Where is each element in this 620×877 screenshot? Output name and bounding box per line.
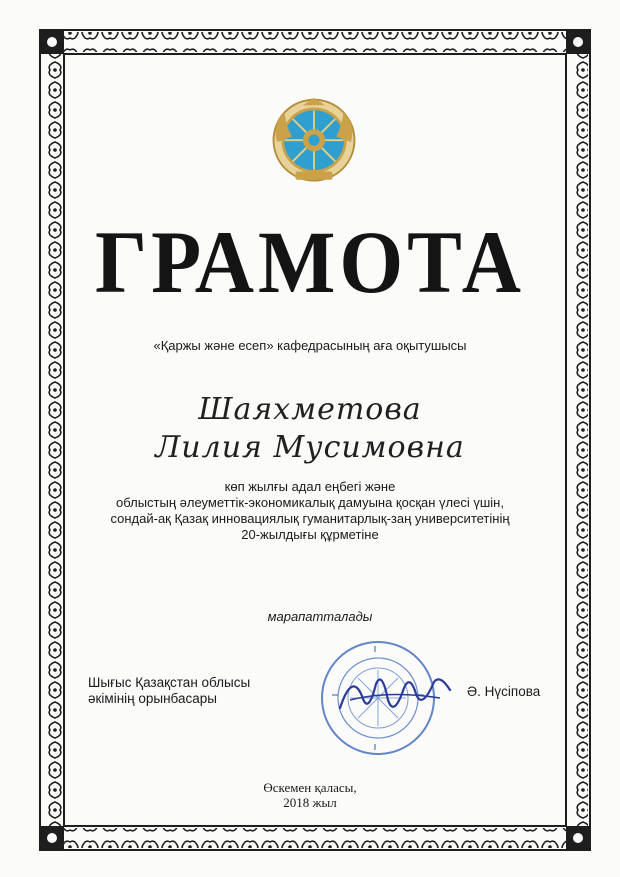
recipient-position: «Қаржы және есеп» кафедрасының аға оқытушысы [153,338,467,353]
reason-line: облыстың әлеуметтік-экономикалық дамуына қосқан үлесі үшін, [116,495,504,510]
place-and-year [0,780,620,810]
signatory-name: Ә. Нүсіпова [467,684,541,699]
signatory-position-line: Шығыс Қазақстан облысы [88,675,251,690]
recipient-given-names: Лилия Мусимовна [155,430,465,465]
signatory-position [88,675,250,707]
reason-line: 20-жылдығы құрметіне [241,527,379,542]
reason-line: көп жылғы адал еңбегі және [224,479,396,494]
award-reason [0,479,620,543]
kazakhstan-state-emblem-icon [268,96,360,188]
reason-line: сондай-ақ Қазақ инновациялық гуманитарлық-заң университетінің [110,511,510,526]
awarded-text: марапатталады [267,609,373,624]
place-text: Өскемен қаласы, [263,780,357,795]
recipient-surname: Шаяхметова [198,392,422,427]
year-text: 2018 жыл [283,795,337,810]
handwritten-signature [330,660,460,730]
signatory-position-line: әкімінің орынбасары [88,691,217,706]
certificate-title: ГРАМОТА [95,213,525,312]
